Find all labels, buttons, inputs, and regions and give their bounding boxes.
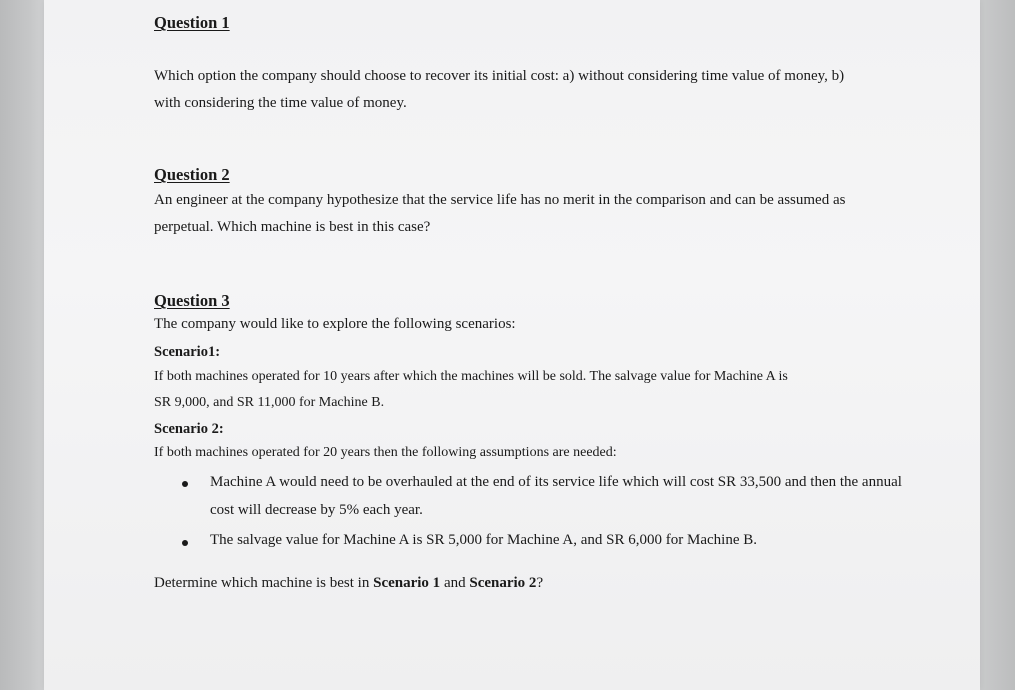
scenario-2-bullet-2: The salvage value for Machine A is SR 5,000 for Machine A, and SR 6,000 for Machine B. (210, 532, 757, 548)
question-3-intro: The company would like to explore the following scenarios: (154, 316, 516, 332)
question-3-heading: Question 3 (154, 291, 230, 310)
scenario-2-bullet-1: Machine A would need to be overhauled at the end of its service life which will cost SR 33,500 and then the annual cost will decrease by 5% each year. (210, 474, 902, 518)
conclusion-scenario-1: Scenario 1 (373, 575, 441, 591)
scenario-2-intro: If both machines operated for 20 years then the following assumptions are needed: (154, 445, 617, 460)
scenario-1-line-1: If both machines operated for 10 years after which the machines will be sold. The salvage value for Machine A is (154, 369, 788, 384)
bullet-dot (182, 540, 188, 546)
conclusion-prefix: Determine which machine is best in (154, 575, 374, 591)
question-1-heading: Question 1 (154, 13, 230, 32)
document-page (44, 0, 980, 690)
bullet-dot (182, 481, 188, 487)
conclusion-and: and (440, 575, 470, 591)
question-2-text: An engineer at the company hypothesize that the service life has no merit in the comparison and can be assumed as perpetual. Which machine is best in this case? (154, 192, 846, 235)
scenario-2-label: Scenario 2: (154, 421, 224, 437)
question-1-text: Which option the company should choose to recover its initial cost: a) without considering time value of money, b) with considering the time value of money. (154, 68, 845, 111)
scenario-1-line-2: SR 9,000, and SR 11,000 for Machine B. (154, 395, 385, 410)
conclusion-suffix: ? (536, 575, 544, 591)
scenario-1-label: Scenario1: (154, 344, 221, 360)
question-2-heading: Question 2 (154, 165, 230, 184)
conclusion-scenario-2: Scenario 2 (469, 575, 537, 591)
question-3-conclusion (154, 575, 543, 592)
